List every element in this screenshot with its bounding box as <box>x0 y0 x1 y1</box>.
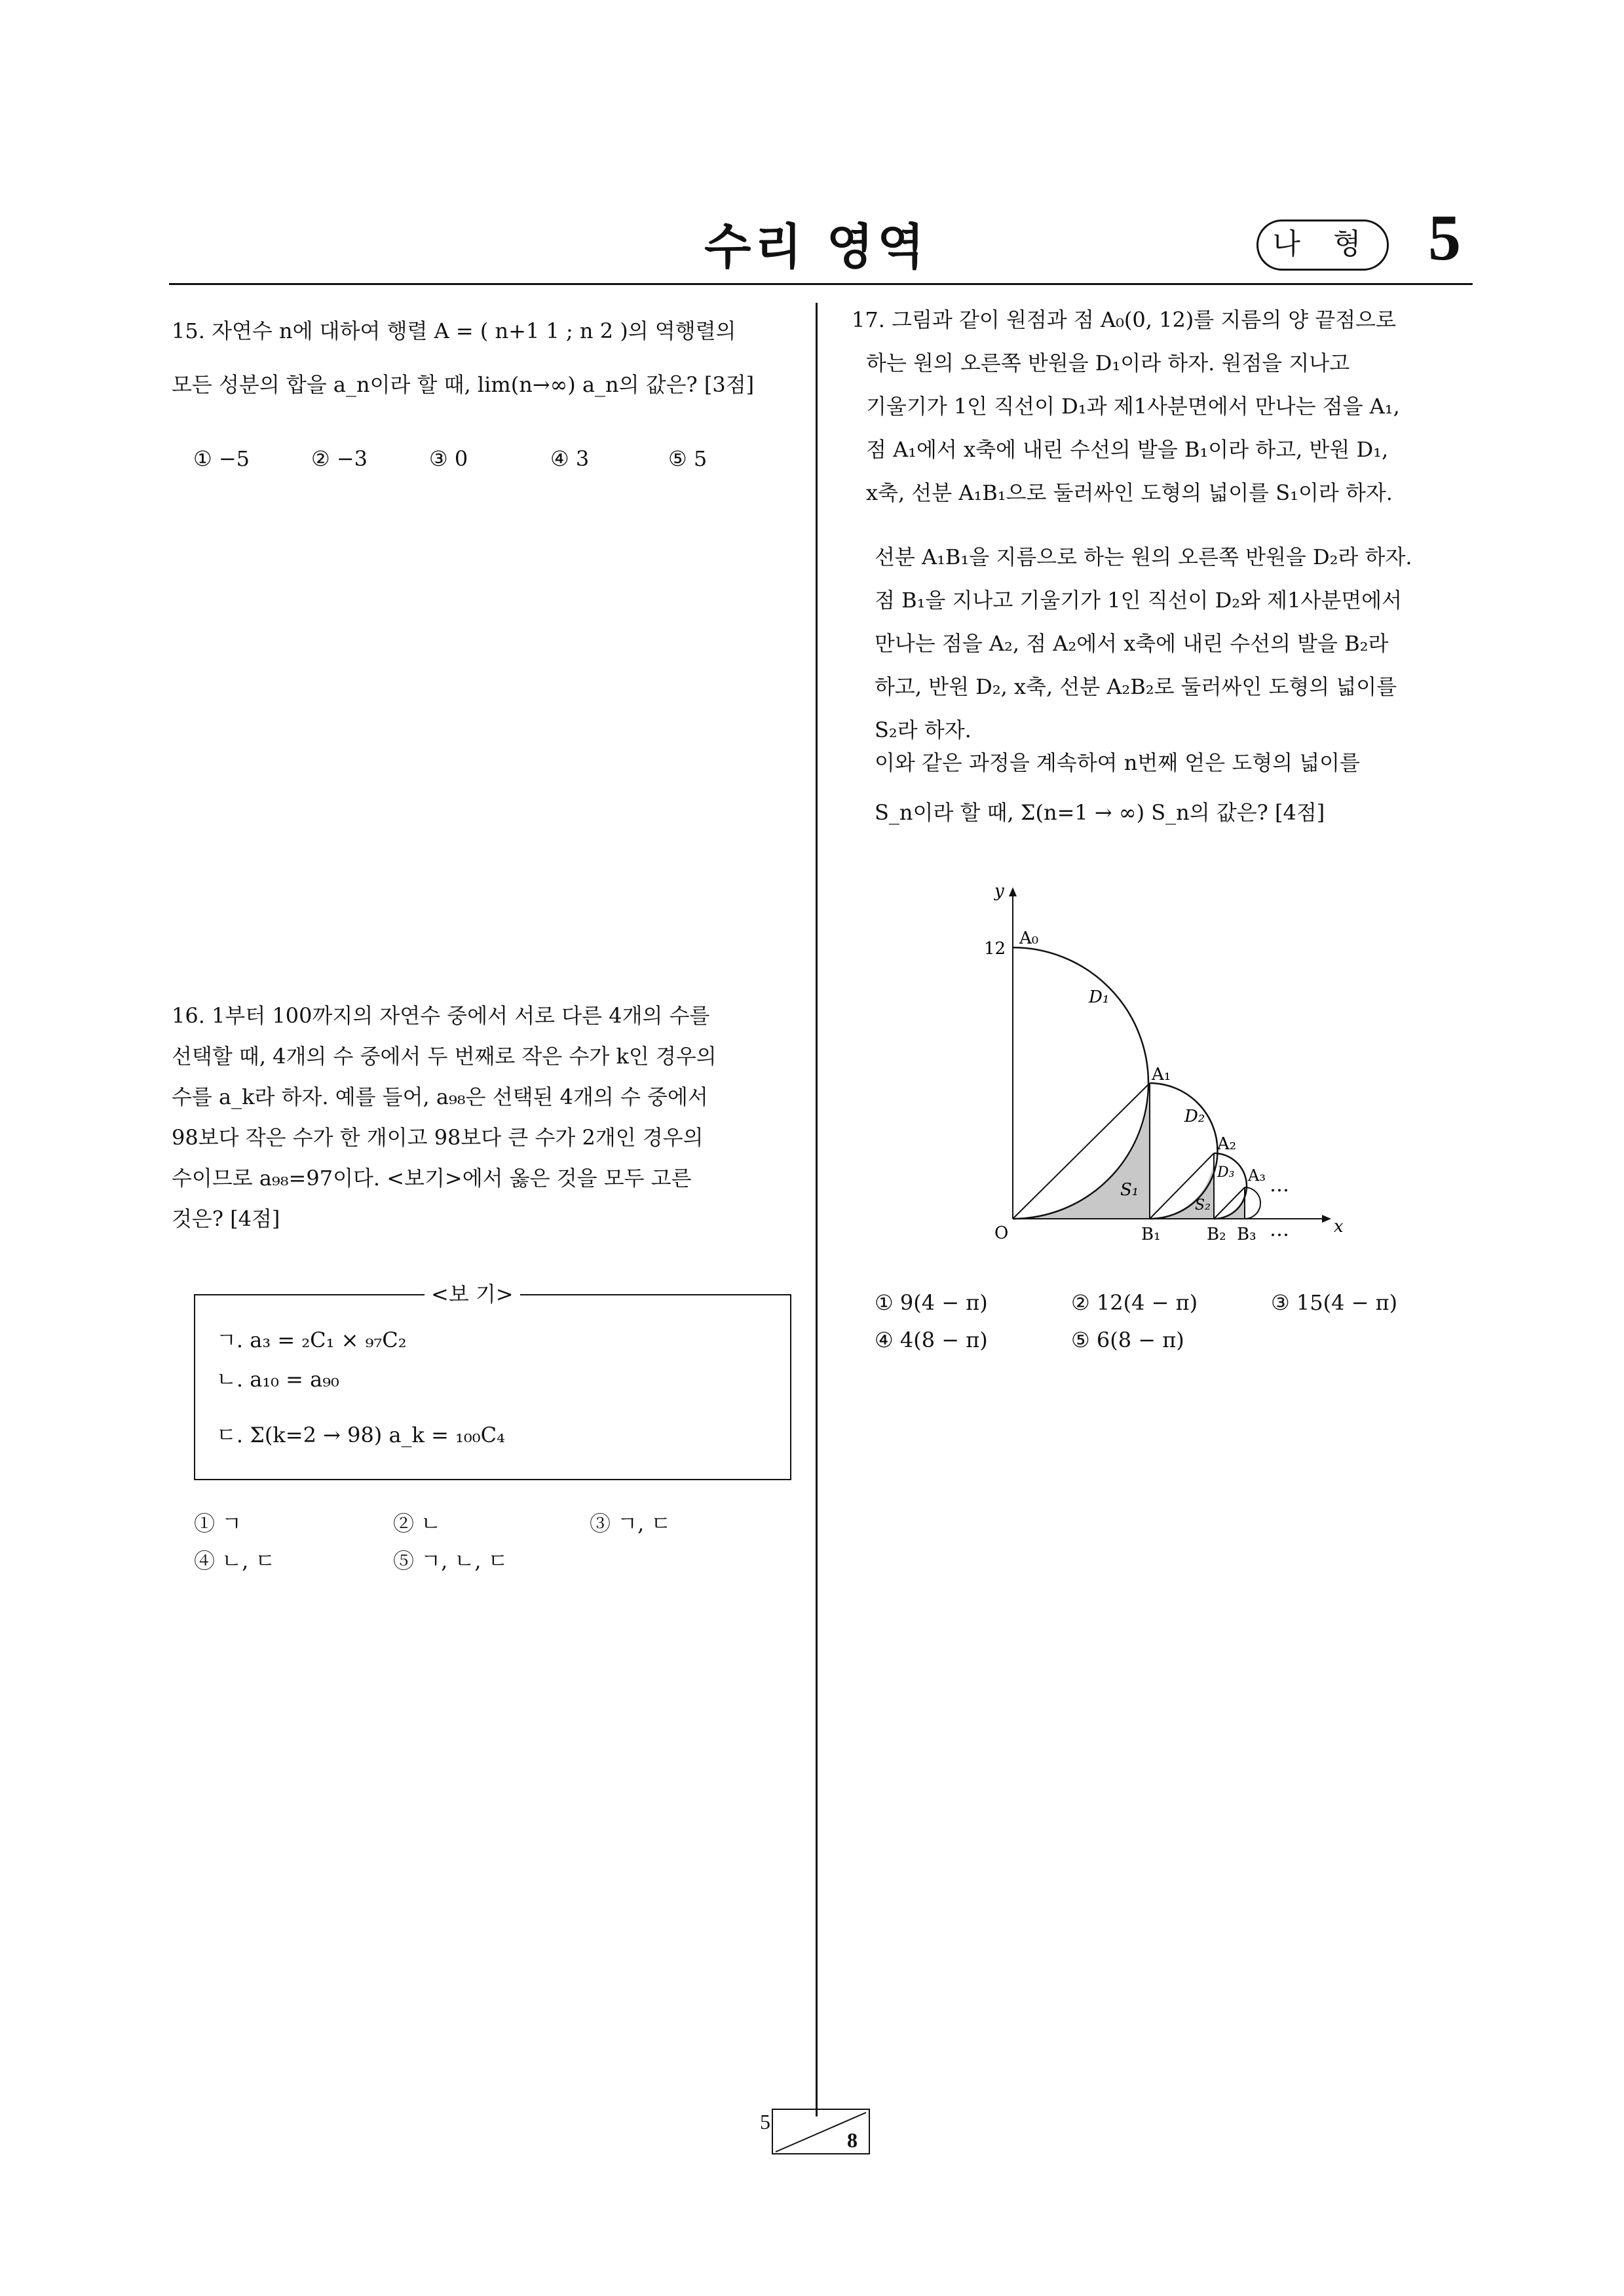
question-15-line: 모든 성분의 합을 a_n이라 할 때, lim(n→∞) a_n의 값은? [3점] <box>172 372 755 397</box>
y-axis-arrow <box>1009 887 1017 896</box>
question-17-line: 점 B₁을 지나고 기울기가 1인 직선이 D₂와 제1사분면에서 <box>875 588 1402 613</box>
question-17-line: S_n이라 할 때, Σ(n=1 → ∞) S_n의 값은? [4점] <box>875 800 1325 825</box>
question-17-line: 하는 원의 오른쪽 반원을 D₁이라 하자. 원점을 지나고 <box>866 351 1350 375</box>
q17-choice-3[interactable]: ③ 15(4 − π) <box>1271 1290 1398 1315</box>
bogi-item-a: ㄱ. a₃ = ₂C₁ × ₉₇C₂ <box>216 1328 407 1352</box>
q16-choice-2[interactable]: ② ㄴ <box>393 1511 442 1536</box>
header-rule <box>169 283 1473 285</box>
q15-choice-5[interactable]: ⑤ 5 <box>668 446 708 471</box>
foot-b2-label: B₂ <box>1207 1225 1226 1244</box>
question-16-line: 선택할 때, 4개의 수 중에서 두 번째로 작은 수가 k인 경우의 <box>172 1044 717 1069</box>
semicircle-d2-label: D₂ <box>1184 1107 1205 1126</box>
question-15-line: 15. 자연수 n에 대하여 행렬 A = ( n+1 1 ; n 2 )의 역행렬의 <box>172 318 736 343</box>
bogi-item-c: ㄷ. Σ(k=2 → 98) a_k = ₁₀₀C₄ <box>216 1423 505 1447</box>
q16-choice-3[interactable]: ③ ㄱ, ㄷ <box>590 1511 671 1536</box>
q17-figure <box>970 878 1389 1245</box>
footer-page-current: 5 <box>760 2110 770 2133</box>
q15-choice-2[interactable]: ② −3 <box>311 446 368 471</box>
y-tick-12: 12 <box>984 939 1006 959</box>
x-axis-arrow <box>1322 1215 1331 1223</box>
lower-ellipsis: … <box>1270 1218 1289 1241</box>
question-16-line: 수이므로 a₉₈=97이다. <보기>에서 옳은 것을 모두 고른 <box>172 1166 692 1191</box>
question-16-line: 16. 1부터 100까지의 자연수 중에서 서로 다른 4개의 수를 <box>172 1003 710 1028</box>
question-16-line: 98보다 작은 수가 한 개이고 98보다 큰 수가 2개인 경우의 <box>172 1125 704 1150</box>
point-a3-label: A₃ <box>1248 1166 1266 1185</box>
question-17-line: S₂라 하자. <box>875 718 972 742</box>
bogi-item-b: ㄴ. a₁₀ = a₉₀ <box>216 1367 339 1392</box>
bogi-title: <보 기> <box>425 1281 520 1307</box>
q17-choice-1[interactable]: ① 9(4 − π) <box>875 1290 988 1315</box>
region-s2-label: S₂ <box>1195 1197 1211 1214</box>
footer-page-total: 8 <box>847 2128 858 2152</box>
column-divider <box>816 303 818 2116</box>
point-a0-label: A₀ <box>1019 928 1039 948</box>
question-16 <box>172 1003 717 1232</box>
q15-choice-4[interactable]: ④ 3 <box>550 446 590 471</box>
question-16-line: 것은? [4점] <box>172 1206 280 1231</box>
q17-choice-4[interactable]: ④ 4(8 − π) <box>875 1328 988 1352</box>
q16-choice-5[interactable]: ⑤ ㄱ, ㄴ, ㄷ <box>393 1548 508 1573</box>
q16-choice-1[interactable]: ① ㄱ <box>194 1511 242 1536</box>
q15-choice-3[interactable]: ③ 0 <box>429 446 468 471</box>
x-axis-label: x <box>1334 1217 1344 1236</box>
question-17-line: 이와 같은 과정을 계속하여 n번째 얻은 도형의 넓이를 <box>875 750 1360 775</box>
question-17-line: 17. 그림과 같이 원점과 점 A₀(0, 12)를 지름의 양 끝점으로 <box>852 307 1397 332</box>
origin-label: O <box>994 1223 1009 1243</box>
q15-choice-1[interactable]: ① −5 <box>193 446 250 471</box>
question-16-line: 수를 a_k라 하자. 예를 들어, a₉₈은 선택된 4개의 수 중에서 <box>172 1084 708 1109</box>
question-17-line: 만나는 점을 A₂, 점 A₂에서 x축에 내린 수선의 발을 B₂라 <box>875 631 1389 656</box>
q17-choice-5[interactable]: ⑤ 6(8 − π) <box>1071 1328 1184 1352</box>
q17-choice-2[interactable]: ② 12(4 − π) <box>1071 1290 1198 1315</box>
exam-form-badge: 나 형 <box>1256 220 1389 271</box>
question-17-line: 기울기가 1인 직선이 D₁과 제1사분면에서 만나는 점을 A₁, <box>866 394 1400 419</box>
region-s1-label: S₁ <box>1120 1180 1139 1200</box>
header-page-number: 5 <box>1428 201 1461 274</box>
question-17-line: 점 A₁에서 x축에 내린 수선의 발을 B₁이라 하고, 반원 D₁, <box>866 437 1389 462</box>
y-axis-label: y <box>994 881 1004 901</box>
q16-choice-4[interactable]: ④ ㄴ, ㄷ <box>194 1548 276 1573</box>
footer-page-indicator <box>760 2109 870 2154</box>
semicircle-d4 <box>1245 1187 1260 1219</box>
question-17-line: 하고, 반원 D₂, x축, 선분 A₂B₂로 둘러싸인 도형의 넓이를 <box>875 674 1397 699</box>
question-17-para1 <box>852 307 1400 506</box>
foot-b1-label: B₁ <box>1141 1225 1161 1244</box>
section-title: 수리 영역 <box>704 219 928 275</box>
question-17-para2 <box>875 544 1412 826</box>
foot-b3-label: B₃ <box>1237 1225 1256 1244</box>
question-15 <box>172 318 754 398</box>
question-17-line: 선분 A₁B₁을 지름으로 하는 원의 오른쪽 반원을 D₂라 하자. <box>875 545 1412 569</box>
point-a1-label: A₁ <box>1152 1065 1171 1084</box>
point-a2-label: A₂ <box>1217 1134 1237 1154</box>
semicircle-d1-label: D₁ <box>1089 987 1110 1007</box>
semicircle-d3-label: D₃ <box>1217 1164 1235 1181</box>
question-17-line: x축, 선분 A₁B₁으로 둘러싸인 도형의 넓이를 S₁이라 하자. <box>866 480 1393 505</box>
upper-ellipsis: … <box>1270 1174 1289 1196</box>
